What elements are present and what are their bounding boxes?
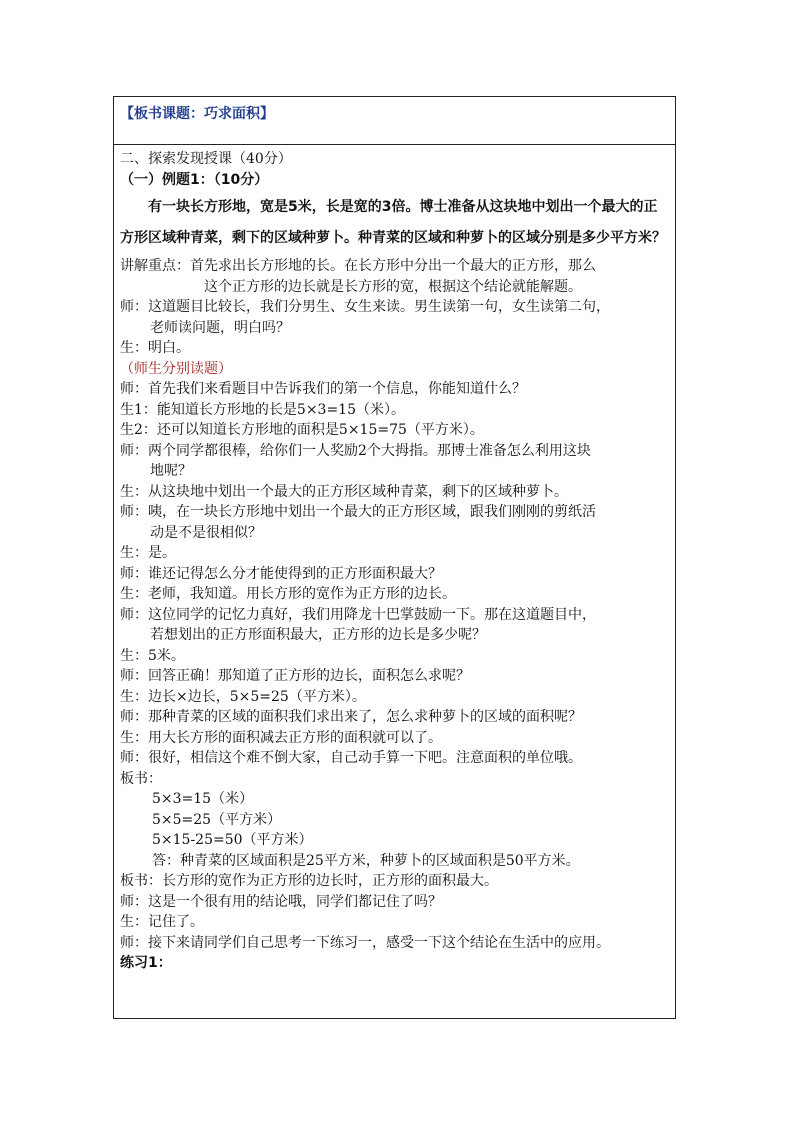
dialogue-line: 师：这位同学的记忆力真好，我们用降龙十巴掌鼓励一下。那在这道题目中， [120,606,596,623]
key-point-line-1: 讲解重点：首先求出长方形地的长。在长方形中分出一个最大的正方形，那么 [120,258,596,274]
board-title: 【板书课题：巧求面积】 [120,106,274,122]
dialogue [120,297,669,789]
dialogue-line: 师：这道题目比较长，我们分男生、女生来读。男生读第一句，女生读第二句， [120,299,610,315]
dialogue-line: 师：两个同学都很棒，给你们一人奖励2个大拇指。那博士准备怎么利用这块 [120,442,591,459]
equation-1: 5×3=15（米） [152,791,254,807]
content-row [114,145,675,1018]
dialogue-line: 生：是。 [120,545,176,561]
stage-note: （师生分别读题） [120,360,232,377]
dialogue-line: 生1：能知道长方形地的长是5×3=15（米）。 [120,401,405,418]
board-calculation [120,789,669,871]
dialogue-line: 师：那种青菜的区域的面积我们求出来了，怎么求种萝卜的区域的面积呢？ [120,709,582,725]
dialogue-line: 师：接下来请同学们自己思考一下练习一，感受一下这个结论在生活中的应用。 [120,934,610,951]
dialogue-line: 生：边长×边长，5×5=25（平方米）。 [120,688,366,705]
conclusion-line: 板书：长方形的宽作为正方形的边长时，正方形的面积最大。 [120,873,498,889]
dialogue-line-cont: 若想划出的正方形面积最大，正方形的边长是多少呢？ [150,627,486,643]
title-row [114,97,675,145]
dialogue-line: 师：这是一个很有用的结论哦，同学们都记住了吗？ [120,893,442,910]
dialogue-line: 生：明白。 [120,340,190,356]
dialogue-line-cont: 动是不是很相似？ [150,524,262,541]
dialogue-line-cont: 老师读问题，明白吗？ [150,319,290,336]
answer-line: 答：种青菜的区域面积是25平方米，种萝卜的区域面积是50平方米。 [152,852,580,869]
lesson-table [113,96,676,1019]
equation-2: 5×5=25（平方米） [152,811,282,828]
key-point-line-2: 这个正方形的边长就是长方形的宽，根据这个结论就能解题。 [204,278,582,295]
section-heading: 二、探索发现授课（40分） [120,151,292,167]
dialogue-line: 生：5米。 [120,647,185,664]
dialogue-line: 师：很好，相信这个难不倒大家，自己动手算一下吧。注意面积的单位哦。 [120,750,582,766]
problem-text: 有一块长方形地，宽是5米，长是宽的3倍。博士准备从这块地中划出一个最大的正方形区域种青菜，剩下的区域种萝卜。种青菜的区域和种萝卜的区域分别是多少平方米？ [120,199,666,246]
dialogue-line: 师：首先我们来看题目中告诉我们的第一个信息，你能知道什么？ [120,381,526,397]
exercise-heading: 练习1： [120,955,172,971]
dialogue-line: 生：老师，我知道。用长方形的宽作为正方形的边长。 [120,586,456,602]
dialogue-line: 生：记住了。 [120,914,204,930]
dialogue-line: 师：谁还记得怎么分才能使得到的正方形面积最大？ [120,565,442,582]
dialogue-line: 生2：还可以知道长方形地的面积是5×15=75（平方米）。 [120,422,484,438]
equation-3: 5×15-25=50（平方米） [152,832,313,848]
dialogue-line: 生：从这块地中划出一个最大的正方形区域种青菜，剩下的区域种萝卜。 [120,483,568,500]
dialogue-line: 生：用大长方形的面积减去正方形的面积就可以了。 [120,729,442,746]
dialogue-line: 师：回答正确！那知道了正方形的边长，面积怎么求呢？ [120,668,470,684]
dialogue-line-cont: 地呢？ [150,463,192,479]
closing [120,871,669,953]
example-heading: （一）例题1：（10分） [120,171,269,188]
dialogue-line: 师：咦，在一块长方形地中划出一个最大的正方形区域，跟我们刚刚的剪纸活 [120,504,596,520]
board-label: 板书： [120,770,162,787]
